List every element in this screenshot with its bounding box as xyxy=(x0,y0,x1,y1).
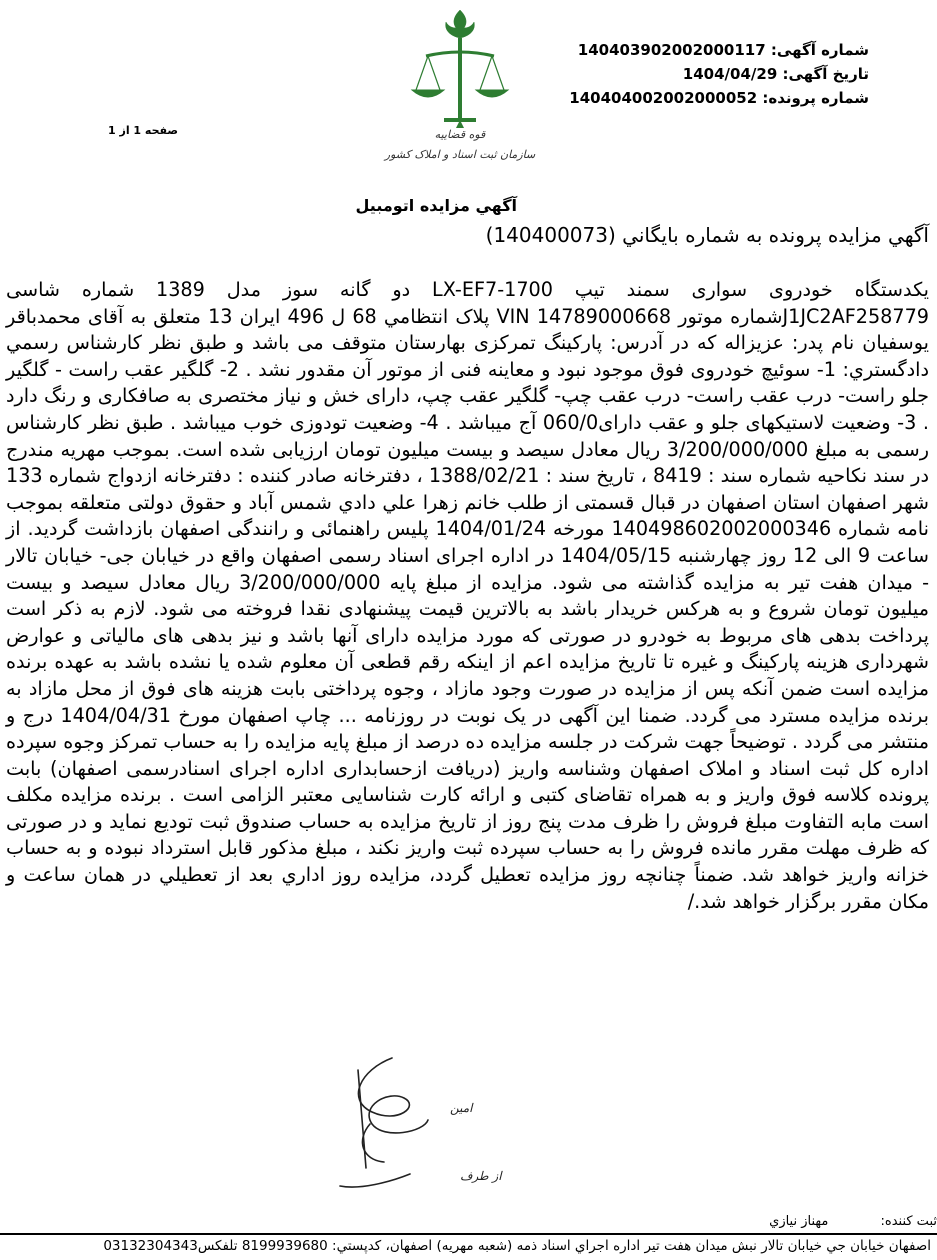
file-number-label: شماره پرونده: xyxy=(762,89,869,107)
judiciary-emblem-icon xyxy=(360,6,560,176)
signature-line-1: امین xyxy=(450,1101,473,1115)
page-indicator: صفحه 1 از 1 xyxy=(108,124,179,137)
signature-line-2: از طرف xyxy=(460,1169,502,1183)
page-title: آگهي مزايده اتومبيل xyxy=(355,196,517,215)
footer-address: اصفهان خيابان جي خيابان تالار نبش ميدان هفت تير اداره اجراي اسناد ذمه (شعبه مهريه) اصفهان، کدپستي: 8199939680 تلفکس03132304343 xyxy=(103,1238,931,1254)
page-subtitle: آگهي مزايده پرونده به شماره بايگاني (140400073) xyxy=(485,223,929,247)
header-meta xyxy=(569,38,869,110)
emblem-text-1: قوه قضاییه xyxy=(434,128,486,141)
footer-divider xyxy=(0,1233,937,1235)
emblem-text-2: سازمان ثبت اسناد و املاک کشور xyxy=(384,148,536,161)
ad-date: 1404/04/29 xyxy=(682,65,778,83)
registrar-label: ثبت کننده: xyxy=(880,1214,937,1229)
ad-number: 140403902002000117 xyxy=(577,41,766,59)
ad-date-row xyxy=(569,62,869,86)
file-number-row xyxy=(569,86,869,110)
registrar-row xyxy=(0,1214,937,1229)
registrar-name: مهناز نيازي xyxy=(769,1214,829,1229)
ad-number-row xyxy=(569,38,869,62)
ad-number-label: شماره آگهی: xyxy=(770,41,869,59)
ad-date-label: تاریخ آگهی: xyxy=(782,65,869,83)
file-number: 140404002002000052 xyxy=(569,89,758,107)
handwritten-signature xyxy=(300,1040,540,1220)
auction-body-text: يکدستگاه خودروی سواری سمند تيپ LX-EF7-1700 دو گانه سوز مدل 1389 شماره شاسی J1JC2AF258779شماره موتور 14789000668 VIN پلاک انتظامي 68 ل 496 ايران 13 متعلق به آقای محمدباقر يوسفيان نام پدر: عزيزاله که در آدرس: پارکينگ تمرکزی بهارستان متوقف می باشد و طبق نظر کارشناس رسمي دادگستري: 1- سوئيچ خودروی فوق موجود نبود و معاينه فنی از موتور آن مقدور نشد . 2- گلگير عقب راست - گلگير جلو راست- درب عقب راست- درب عقب چپ- گلگير عقب چپ، دارای خش و نياز مختصری به صافکاری و رنگ دارد . 3- وضعيت لاستيکهای جلو و عقب دارای060/0 آج ميباشد . 4- وضعيت تودوزی خوب ميباشد . طبق نظر کارشناس رسمی به مبلغ 3/200/000/000 ريال معادل سيصد و بيست ميليون تومان ارزيابی شده است. بموجب مهريه مندرج در سند نکاحيه شماره سند : 8419 ، تاريخ سند : 1388/02/21 ، دفترخانه صادر کننده : دفترخانه ازدواج شماره 133 شهر اصفهان استان اصفهان در قبال قسمتی از طلب خانم زهرا علي دادي شمس آباد و حقوق دولتی متعلقه بموجب نامه شماره 140498602002000346 مورخه 1404/01/24 پليس راهنمائی و رانندگی اصفهان بازداشت گرديد. از ساعت 9 الی 12 روز چهارشنبه 1404/05/15 در اداره اجرای اسناد رسمی اصفهان واقع در خيابان جی- خيابان تالار - ميدان هفت تير به مزايده گذاشته می شود. مزايده از مبلغ پايه 3/200/000/000 ريال معادل سيصد و بيست ميليون تومان شروع و به هرکس خريدار باشد به بالاترين قيمت پيشنهادی نقدا فروخته می شود. لازم به ذکر است پرداخت بدهی های مربوط به خودرو در صورتی که مورد مزايده دارای آنها باشد و نيز بدهی های مالياتی و عوارض شهرداری هزينه پارکينگ و غيره تا تاريخ مزايده اعم از اينکه رقم قطعی آن معلوم شده يا نشده باشد به عهده برنده مزايده است ضمن آنکه پس از مزايده در صورت وجود مازاد ، وجوه پرداختی بابت هزينه های فوق از محل مازاد به برنده مزايده مسترد می گردد. ضمنا اين آگهی در يک نوبت در روزنامه ... چاپ اصفهان مورخ 1404/04/31 درج و منتشر می گردد . توضيحاً جهت شرکت در جلسه مزايده ده درصد از مبلغ پايه مزايده را به حساب تمرکز وجوه سپرده اداره کل ثبت اسناد و املاک اصفهان وشناسه واريز (دريافت ازحسابداری اداره اجرای اسنادرسمی اصفهان) بابت پرونده کلاسه فوق واريز و به همراه تقاضای کتبی و ارائه کارت شناسايی معتبر الزامی است . برنده مزايده مکلف است مابه التفاوت مبلغ فروش را ظرف مدت پنج روز از تاريخ مزايده به حساب صندوق ثبت توديع نمايد و در صورتی که ظرف مهلت مقرر مانده فروش را به حساب سپرده ثبت واريز نکند ، مبلغ مذکور قابل استرداد نبوده و به حساب خزانه واريز خواهد شد. ضمناً چنانچه روز مزايده تعطيل گردد، مزايده روز اداري بعد از تعطيلي در همان ساعت و مکان مقرر برگزار خواهد شد./ xyxy=(6,278,930,913)
